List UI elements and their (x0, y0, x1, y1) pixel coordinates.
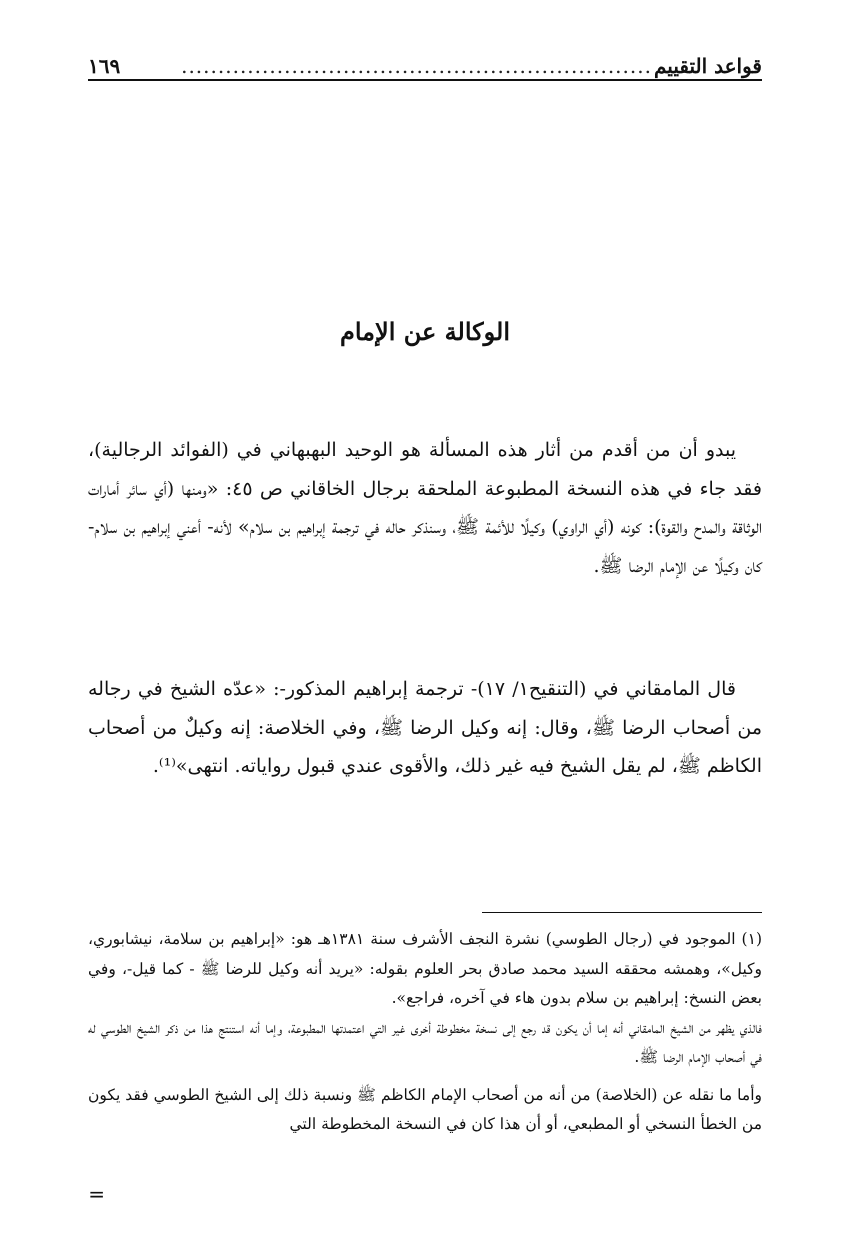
footnote-separator-rule (482, 912, 762, 913)
running-header (88, 40, 762, 76)
footnote-1-continuation: وأما ما نقله عن (الخلاصة) من أنه من أصحاب الإمام الكاظم ﷺ ونسبة ذلك إلى الشيخ الطوسي فقد يكون من الخطأ النسخي أو المطبعي، أو أن هذا كان في النسخة المخطوطة التي (88, 1085, 762, 1133)
section-title: الوكالة عن الإمام (340, 317, 510, 346)
body-paragraph: قال المامقاني في (التنقيح١/ ١٧)- ترجمة إبراهيم المذكور-: «عدّه الشيخ في رجاله من أصحاب الرضا ﷺ، وقال: إنه وكيل الرضا ﷺ، وفي الخلاصة: إنه وكيلٌ من أصحاب الكاظم ﷺ، لم يقل الشيخ فيه غير ذلك، والأقوى عندي قبول رواياته. انتهى»⁽¹⁾. (88, 678, 762, 777)
body-paragraph-1-block (88, 431, 762, 585)
body-paragraph-2-block (88, 670, 762, 786)
running-header-title: قواعد التقييم (653, 54, 762, 78)
page-number: ١٦٩ (88, 54, 121, 78)
header-rule (88, 79, 762, 81)
footnote-1: (١) الموجود في (رجال الطوسي) نشرة النجف الأشرف سنة ١٣٨١هـ هو: «إبراهيم بن سلامة، نيشابوري، وكيل»، وهمشه محققه السيد محمد صادق بحر العلوم بقوله: «يريد أنه وكيل للرضا ﷺ - كما قيل-، وفي بعض النسخ: إبراهيم بن سلام بدون هاء في آخره، فراجع». (88, 930, 762, 1007)
footnote-1-continuation: فالذي يظهر من الشيخ المامقاني أنه إما أن يكون قد رجع إلى نسخة مخطوطة أخرى غير التي اعتمدتها المطبوعة، وإما أنه استنتج هذا من ذكر الشيخ الطوسي له في أصحاب الإمام الرضا ﷺ. (88, 1018, 762, 1066)
running-header-leader-dots: ................................................................ (181, 56, 652, 76)
footnote-continued-mark: = (88, 1182, 105, 1206)
body-paragraph: يبدو أن من أقدم من أثار هذه المسألة هو الوحيد البهبهاني في (الفوائد الرجالية)، فقد جاء في هذه النسخة المطبوعة الملحقة برجال الخاقاني ص ٤٥: «ومنها (أي سائر أمارات الوثاقة والمدح والقوة): كونه (أي الراوي) وكيلًا للأئمة ﷺ، وسنذكر حاله في ترجمة إبراهيم بن سلام» لأنه- أعني إبراهيم بن سلام- كان وكيلًا عن الإمام الرضا ﷺ. (88, 439, 762, 577)
footnotes-block (88, 925, 762, 1140)
